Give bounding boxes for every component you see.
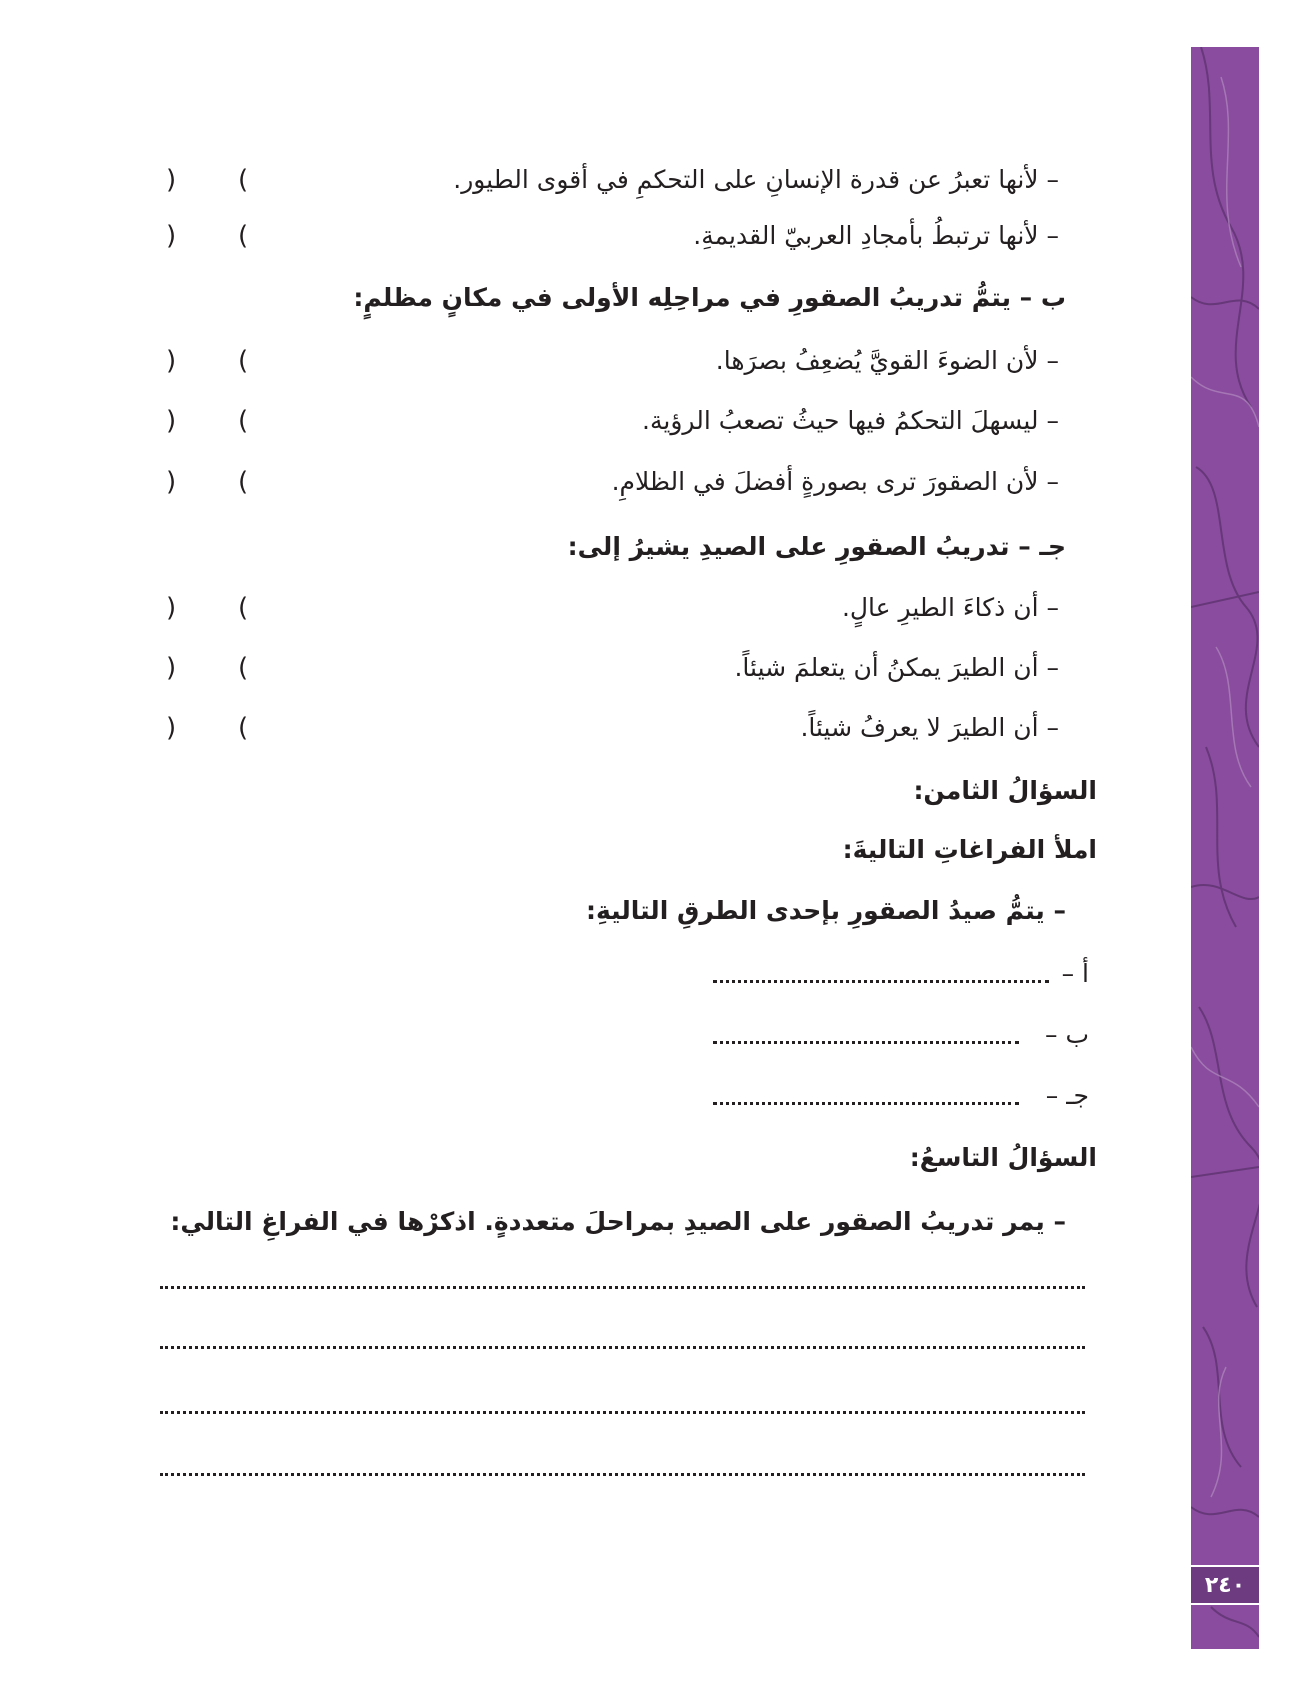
question-9-title: السؤالُ التاسعُ: — [909, 1143, 1097, 1172]
answer-paren-open: ( — [238, 165, 249, 195]
answer-paren-close: ) — [166, 467, 177, 497]
fill-blank-b[interactable] — [713, 1041, 1019, 1044]
answer-paren-open: ( — [238, 406, 249, 436]
page-number: ٢٤٠ — [1191, 1565, 1259, 1605]
fill-blank-c[interactable] — [713, 1102, 1019, 1105]
answer-paren-open: ( — [238, 593, 249, 623]
answer-option: – أن ذكاءَ الطيرِ عالٍ. — [841, 593, 1059, 622]
answer-paren-close: ) — [166, 406, 177, 436]
question-8-prompt: – يتمُّ صيدُ الصقورِ بإحدى الطرقِ التاليةِ: — [585, 896, 1066, 925]
answer-line-2[interactable] — [160, 1346, 1085, 1349]
answer-paren-close: ) — [166, 165, 177, 195]
decorative-side-band — [1191, 47, 1259, 1649]
question-9-prompt: – يمر تدريبُ الصقور على الصيدِ بمراحلَ متعددةٍ. اذكرْها في الفراغِ التالي: — [170, 1207, 1066, 1236]
answer-paren-open: ( — [238, 467, 249, 497]
blank-label-c: جـ – — [1045, 1081, 1089, 1110]
fill-blank-a[interactable] — [713, 980, 1049, 983]
question-heading-b: ب – يتمُّ تدريبُ الصقورِ في مراحِلِه الأولى في مكانٍ مظلمٍ: — [353, 283, 1066, 312]
answer-paren-open: ( — [238, 221, 249, 251]
answer-option: – لأن الضوءَ القويَّ يُضعِفُ بصرَها. — [715, 346, 1059, 375]
answer-paren-close: ) — [166, 653, 177, 683]
question-heading-c: جـ – تدريبُ الصقورِ على الصيدِ يشيرُ إلى: — [567, 532, 1066, 561]
answer-line-1[interactable] — [160, 1286, 1085, 1289]
question-8-instruction: املأ الفراغاتِ التاليةَ: — [842, 835, 1097, 864]
answer-option: – لأنها ترتبطُ بأمجادِ العربيّ القديمةِ. — [693, 221, 1059, 250]
answer-paren-close: ) — [166, 221, 177, 251]
answer-option: – لأنها تعبرُ عن قدرة الإنسانِ على التحكمِ في أقوى الطيور. — [453, 165, 1059, 194]
answer-option: – ليسهلَ التحكمُ فيها حيثُ تصعبُ الرؤية. — [642, 406, 1059, 435]
answer-paren-close: ) — [166, 593, 177, 623]
question-8-title: السؤالُ الثامن: — [913, 776, 1097, 805]
answer-option: – لأن الصقورَ ترى بصورةٍ أفضلَ في الظلامِ. — [611, 467, 1059, 496]
answer-paren-open: ( — [238, 713, 249, 743]
answer-paren-close: ) — [166, 713, 177, 743]
answer-line-4[interactable] — [160, 1473, 1085, 1476]
answer-paren-open: ( — [238, 346, 249, 376]
answer-option: – أن الطيرَ يمكنُ أن يتعلمَ شيئاً. — [734, 653, 1059, 682]
answer-line-3[interactable] — [160, 1411, 1085, 1414]
answer-paren-close: ) — [166, 346, 177, 376]
answer-option: – أن الطيرَ لا يعرفُ شيئاً. — [800, 713, 1059, 742]
answer-paren-open: ( — [238, 653, 249, 683]
blank-label-a: أ – — [1061, 959, 1089, 988]
band-pattern — [1191, 47, 1259, 1649]
blank-label-b: ب – — [1045, 1020, 1089, 1049]
